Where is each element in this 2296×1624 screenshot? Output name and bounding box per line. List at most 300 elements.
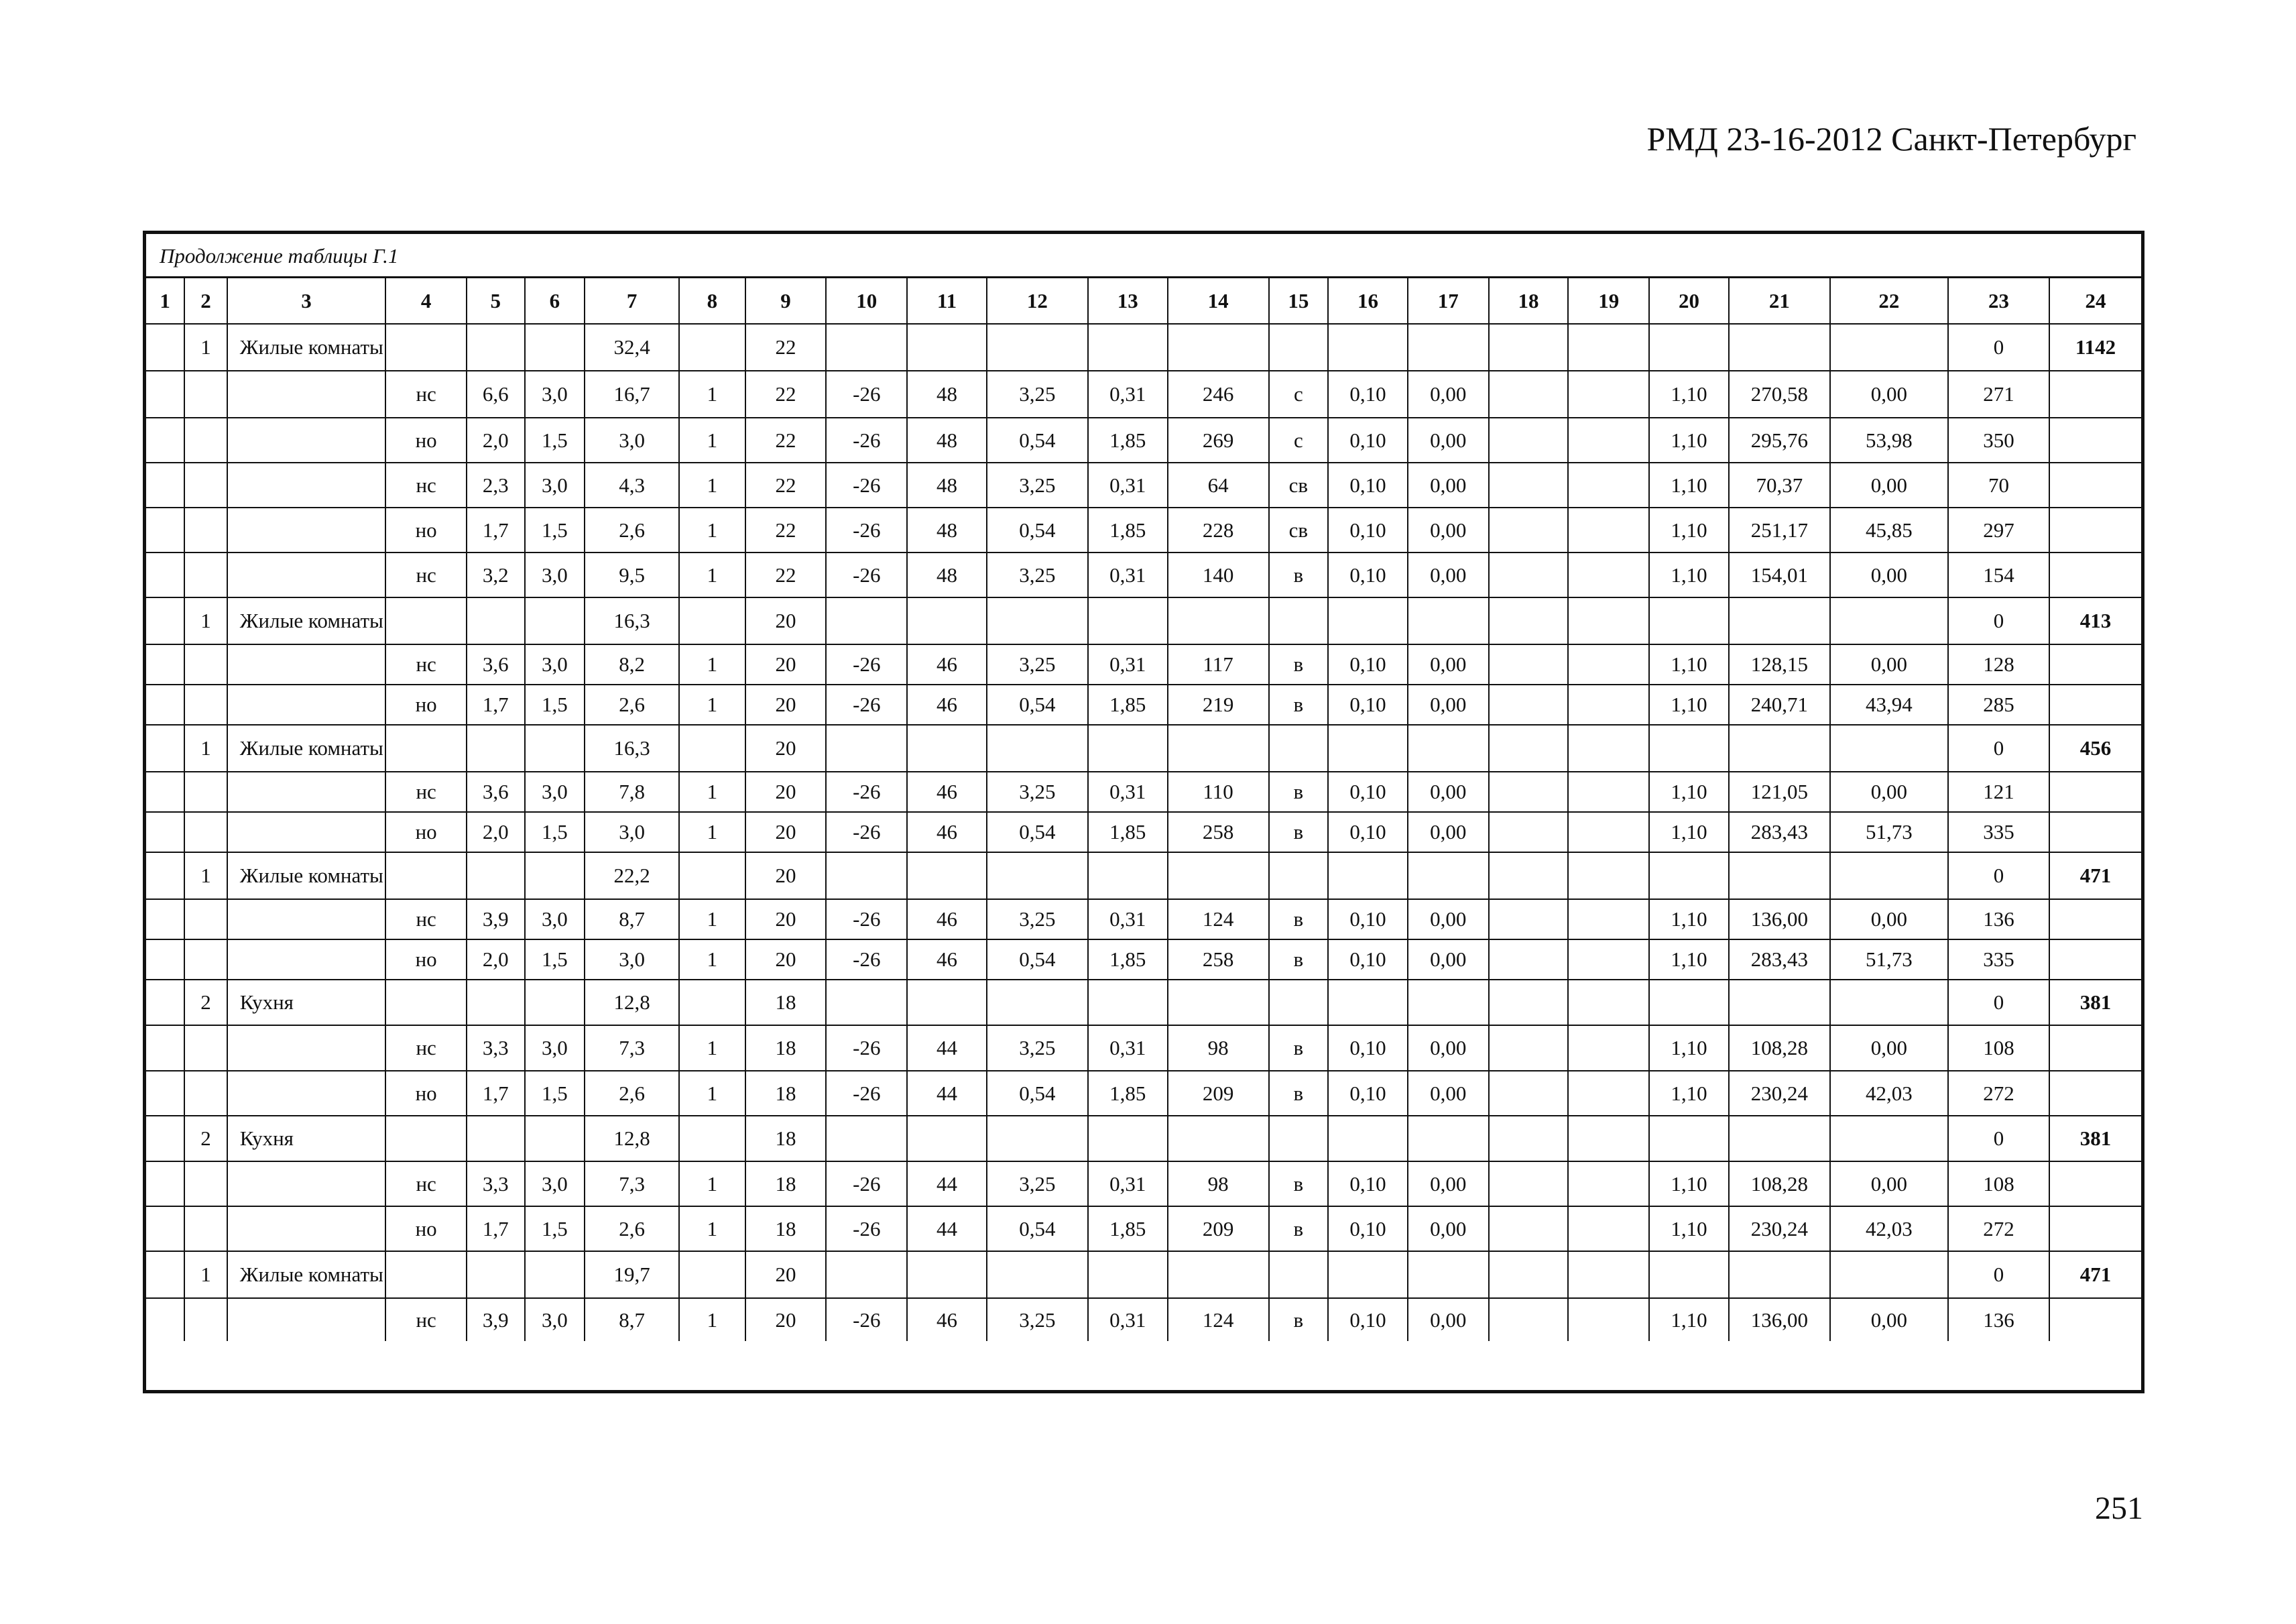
- table-cell: [1568, 463, 1649, 508]
- table-cell: 0,00: [1408, 1298, 1489, 1341]
- table-cell: 110: [1168, 772, 1269, 812]
- table-row: [146, 463, 2141, 508]
- table-cell: 1: [184, 1251, 227, 1298]
- table-cell: [2049, 899, 2141, 939]
- table-cell: [1568, 1298, 1649, 1341]
- table-cell: [146, 597, 184, 644]
- column-header: 3: [227, 278, 386, 324]
- table-cell: 22: [745, 508, 827, 553]
- table-cell: [146, 553, 184, 597]
- table-cell: 3,25: [987, 553, 1088, 597]
- table-cell: 0,00: [1408, 812, 1489, 852]
- table-cell: но: [385, 1071, 467, 1116]
- table-cell: [1168, 852, 1269, 899]
- table-cell: [679, 852, 745, 899]
- table-cell: [184, 1161, 227, 1206]
- table-cell: Жилые комнаты: [227, 852, 386, 899]
- table-cell: [1489, 812, 1569, 852]
- table-cell: 0,31: [1088, 1161, 1168, 1206]
- table-cell: [184, 812, 227, 852]
- table-cell: [227, 1206, 386, 1251]
- table-cell: 3,3: [467, 1025, 525, 1071]
- table-cell: 471: [2049, 852, 2141, 899]
- table-cell: [146, 772, 184, 812]
- table-cell: 20: [745, 685, 827, 725]
- table-cell: 46: [907, 685, 987, 725]
- table-cell: [1408, 980, 1489, 1025]
- column-header: 4: [385, 278, 467, 324]
- column-header: 20: [1649, 278, 1729, 324]
- table-cell: [987, 324, 1088, 371]
- table-cell: 18: [745, 1161, 827, 1206]
- table-cell: 3,25: [987, 1161, 1088, 1206]
- table-cell: [146, 899, 184, 939]
- table-cell: [1568, 852, 1649, 899]
- table-cell: [184, 644, 227, 685]
- table-row: [146, 418, 2141, 463]
- table-cell: 46: [907, 644, 987, 685]
- table-row: [146, 725, 2141, 772]
- table-cell: нс: [385, 463, 467, 508]
- table-cell: -26: [826, 1298, 907, 1341]
- column-header: 16: [1328, 278, 1408, 324]
- table-cell: [1489, 324, 1569, 371]
- table-cell: [1489, 1025, 1569, 1071]
- table-cell: 0,00: [1408, 463, 1489, 508]
- table-cell: [1568, 644, 1649, 685]
- table-cell: [1830, 1116, 1948, 1161]
- table-cell: 1,85: [1088, 812, 1168, 852]
- table-cell: [1489, 597, 1569, 644]
- table-cell: 51,73: [1830, 812, 1948, 852]
- table-cell: 108,28: [1729, 1025, 1830, 1071]
- table-row: [146, 1071, 2141, 1116]
- table-cell: [184, 939, 227, 980]
- table-cell: 48: [907, 463, 987, 508]
- table-cell: 272: [1948, 1071, 2049, 1116]
- table-cell: 1,10: [1649, 939, 1729, 980]
- table-cell: 16,3: [585, 725, 679, 772]
- table-cell: [1830, 1251, 1948, 1298]
- table-cell: 0,31: [1088, 1298, 1168, 1341]
- table-cell: -26: [826, 553, 907, 597]
- table-cell: [1649, 1251, 1729, 1298]
- table-cell: [1649, 1116, 1729, 1161]
- table-cell: -26: [826, 899, 907, 939]
- table-cell: 271: [1948, 371, 2049, 418]
- table-cell: [826, 725, 907, 772]
- table-cell: в: [1269, 553, 1329, 597]
- table-cell: [227, 1071, 386, 1116]
- table-cell: 2,0: [467, 418, 525, 463]
- table-cell: [987, 1251, 1088, 1298]
- table-cell: [1568, 1161, 1649, 1206]
- table-cell: 154,01: [1729, 553, 1830, 597]
- table-cell: [907, 725, 987, 772]
- table-cell: 3,0: [525, 1025, 585, 1071]
- table-cell: [385, 725, 467, 772]
- table-cell: [1168, 324, 1269, 371]
- table-cell: 0,31: [1088, 772, 1168, 812]
- table-cell: [1489, 1298, 1569, 1341]
- table-cell: [1489, 772, 1569, 812]
- table-cell: [1489, 852, 1569, 899]
- table-cell: [1830, 980, 1948, 1025]
- table-cell: 9,5: [585, 553, 679, 597]
- table-cell: в: [1269, 1298, 1329, 1341]
- table-cell: [679, 980, 745, 1025]
- table-cell: 70: [1948, 463, 2049, 508]
- table-cell: 2,0: [467, 812, 525, 852]
- table-cell: 1,85: [1088, 939, 1168, 980]
- table-cell: [146, 939, 184, 980]
- column-header: 11: [907, 278, 987, 324]
- table-cell: 1: [184, 852, 227, 899]
- table-cell: [1568, 899, 1649, 939]
- table-row: [146, 371, 2141, 418]
- table-cell: [826, 852, 907, 899]
- table-cell: [146, 1116, 184, 1161]
- table-cell: [2049, 939, 2141, 980]
- table-cell: 269: [1168, 418, 1269, 463]
- table-cell: 1,10: [1649, 371, 1729, 418]
- table-cell: 381: [2049, 980, 2141, 1025]
- table-cell: 0: [1948, 597, 2049, 644]
- table-cell: 44: [907, 1161, 987, 1206]
- table-cell: [1568, 324, 1649, 371]
- table-cell: 18: [745, 1116, 827, 1161]
- table-cell: 228: [1168, 508, 1269, 553]
- table-cell: [1269, 725, 1329, 772]
- table-cell: 0,54: [987, 418, 1088, 463]
- table-cell: [1830, 725, 1948, 772]
- table-cell: [1489, 685, 1569, 725]
- table-cell: -26: [826, 939, 907, 980]
- table-cell: [227, 1161, 386, 1206]
- table-cell: 7,8: [585, 772, 679, 812]
- table-cell: [1729, 324, 1830, 371]
- table-cell: 251,17: [1729, 508, 1830, 553]
- table-cell: -26: [826, 812, 907, 852]
- table-cell: [184, 1025, 227, 1071]
- table-cell: 48: [907, 418, 987, 463]
- table-cell: [987, 1116, 1088, 1161]
- table-cell: в: [1269, 939, 1329, 980]
- table-cell: 0,00: [1830, 899, 1948, 939]
- table-cell: [987, 852, 1088, 899]
- table-cell: 1,10: [1649, 772, 1729, 812]
- table-cell: 3,0: [525, 1298, 585, 1341]
- table-cell: 1,85: [1088, 685, 1168, 725]
- table-cell: 0,54: [987, 1071, 1088, 1116]
- table-cell: 0,00: [1408, 899, 1489, 939]
- table-cell: 0,00: [1408, 508, 1489, 553]
- table-cell: -26: [826, 1025, 907, 1071]
- table-cell: 230,24: [1729, 1071, 1830, 1116]
- table-cell: 3,25: [987, 463, 1088, 508]
- table-cell: [907, 980, 987, 1025]
- table-cell: [146, 980, 184, 1025]
- table-cell: [907, 1251, 987, 1298]
- table-cell: [184, 1298, 227, 1341]
- table-cell: 1,10: [1649, 644, 1729, 685]
- page-number: 251: [2095, 1491, 2143, 1526]
- table-cell: 1,5: [525, 418, 585, 463]
- table-cell: 1,7: [467, 685, 525, 725]
- table-caption: Продолжение таблицы Г.1: [146, 234, 2141, 278]
- table-cell: [146, 324, 184, 371]
- table-cell: [467, 324, 525, 371]
- table-cell: 12,8: [585, 980, 679, 1025]
- table-cell: 108: [1948, 1161, 2049, 1206]
- table-cell: [2049, 1206, 2141, 1251]
- table-cell: 3,0: [585, 812, 679, 852]
- table-cell: [1489, 644, 1569, 685]
- table-cell: [227, 1025, 386, 1071]
- table-cell: 0,10: [1328, 1161, 1408, 1206]
- table-row: [146, 899, 2141, 939]
- column-header: 5: [467, 278, 525, 324]
- table-cell: 3,0: [585, 418, 679, 463]
- table-cell: 381: [2049, 1116, 2141, 1161]
- table-cell: [146, 644, 184, 685]
- table-cell: [987, 597, 1088, 644]
- column-header: 23: [1948, 278, 2049, 324]
- table-cell: [184, 418, 227, 463]
- table-cell: [184, 899, 227, 939]
- table-cell: в: [1269, 1161, 1329, 1206]
- table-cell: но: [385, 939, 467, 980]
- table-cell: [146, 1071, 184, 1116]
- table-cell: [679, 1116, 745, 1161]
- table-cell: [2049, 772, 2141, 812]
- table-cell: [1568, 418, 1649, 463]
- table-cell: 45,85: [1830, 508, 1948, 553]
- table-cell: [1568, 597, 1649, 644]
- table-cell: [1568, 371, 1649, 418]
- table-cell: [525, 1116, 585, 1161]
- table-cell: 0,54: [987, 939, 1088, 980]
- table-cell: 0,10: [1328, 685, 1408, 725]
- table-cell: 6,6: [467, 371, 525, 418]
- table-cell: 1,5: [525, 812, 585, 852]
- table-cell: 3,25: [987, 1025, 1088, 1071]
- column-header: 19: [1568, 278, 1649, 324]
- table-cell: 22: [745, 553, 827, 597]
- header-row: [146, 278, 2141, 324]
- table-cell: 3,0: [525, 463, 585, 508]
- table-cell: [1568, 1071, 1649, 1116]
- table-cell: 8,7: [585, 899, 679, 939]
- table-cell: [146, 371, 184, 418]
- table-cell: [826, 597, 907, 644]
- table-cell: в: [1269, 812, 1329, 852]
- table-row: [146, 980, 2141, 1025]
- table-cell: 7,3: [585, 1025, 679, 1071]
- table-cell: 0,10: [1328, 1071, 1408, 1116]
- table-row: [146, 1025, 2141, 1071]
- table-cell: [1328, 1251, 1408, 1298]
- table-cell: [1088, 725, 1168, 772]
- table-cell: [1568, 553, 1649, 597]
- table-cell: Кухня: [227, 1116, 386, 1161]
- table-cell: в: [1269, 685, 1329, 725]
- table-cell: 0,00: [1408, 371, 1489, 418]
- table-cell: -26: [826, 508, 907, 553]
- table-cell: [1269, 597, 1329, 644]
- table-cell: 46: [907, 939, 987, 980]
- table-cell: [1088, 1116, 1168, 1161]
- table-cell: 140: [1168, 553, 1269, 597]
- table-cell: 295,76: [1729, 418, 1830, 463]
- table-cell: 42,03: [1830, 1071, 1948, 1116]
- table-cell: 1,10: [1649, 1071, 1729, 1116]
- table-cell: [679, 324, 745, 371]
- table-cell: 1,10: [1649, 1161, 1729, 1206]
- table-cell: 471: [2049, 1251, 2141, 1298]
- table-cell: [227, 1298, 386, 1341]
- table-cell: [1568, 1206, 1649, 1251]
- table-cell: 0,10: [1328, 1298, 1408, 1341]
- table-cell: [184, 508, 227, 553]
- table-cell: 22: [745, 463, 827, 508]
- table-cell: [146, 685, 184, 725]
- table-cell: 3,25: [987, 772, 1088, 812]
- column-header: 10: [826, 278, 907, 324]
- table-cell: -26: [826, 463, 907, 508]
- table-cell: 0,10: [1328, 508, 1408, 553]
- table-cell: 1,10: [1649, 899, 1729, 939]
- document-header: РМД 23-16-2012 Санкт-Петербург: [1646, 120, 2136, 158]
- table-cell: 0,10: [1328, 463, 1408, 508]
- column-header: 14: [1168, 278, 1269, 324]
- table-cell: [227, 508, 386, 553]
- table-cell: 0,00: [1830, 1161, 1948, 1206]
- table-cell: 1142: [2049, 324, 2141, 371]
- table-cell: [385, 1116, 467, 1161]
- table-cell: 0,31: [1088, 371, 1168, 418]
- table-cell: 0,00: [1408, 553, 1489, 597]
- table-cell: 335: [1948, 939, 2049, 980]
- table-cell: 1: [679, 463, 745, 508]
- table-cell: 117: [1168, 644, 1269, 685]
- table-cell: 1: [184, 324, 227, 371]
- table-cell: 2,6: [585, 1071, 679, 1116]
- table-cell: -26: [826, 418, 907, 463]
- table-cell: 283,43: [1729, 939, 1830, 980]
- table-cell: [1568, 939, 1649, 980]
- table-cell: 1,85: [1088, 1206, 1168, 1251]
- table-cell: [146, 1206, 184, 1251]
- table-cell: 20: [745, 852, 827, 899]
- table-cell: 1: [679, 1206, 745, 1251]
- table-cell: [1729, 597, 1830, 644]
- table-cell: нс: [385, 899, 467, 939]
- table-cell: [525, 980, 585, 1025]
- table-cell: 3,0: [585, 939, 679, 980]
- table-cell: 0,10: [1328, 553, 1408, 597]
- table-cell: 22: [745, 324, 827, 371]
- table-cell: [385, 1251, 467, 1298]
- table-cell: 22,2: [585, 852, 679, 899]
- table-cell: 0,00: [1830, 463, 1948, 508]
- table-cell: -26: [826, 1161, 907, 1206]
- table-cell: 1,7: [467, 1071, 525, 1116]
- table-cell: 3,25: [987, 899, 1088, 939]
- table-cell: [1328, 597, 1408, 644]
- table-cell: 1,85: [1088, 1071, 1168, 1116]
- table-cell: [1408, 1116, 1489, 1161]
- table-cell: 0,10: [1328, 939, 1408, 980]
- table-cell: в: [1269, 1206, 1329, 1251]
- table-cell: [2049, 508, 2141, 553]
- table-cell: Жилые комнаты: [227, 597, 386, 644]
- table-cell: св: [1269, 463, 1329, 508]
- table-cell: нс: [385, 1025, 467, 1071]
- table-cell: 0: [1948, 725, 2049, 772]
- table-cell: [1088, 852, 1168, 899]
- table-cell: 0: [1948, 980, 2049, 1025]
- table-cell: [467, 1116, 525, 1161]
- column-header: 9: [745, 278, 827, 324]
- table-cell: [184, 553, 227, 597]
- table-cell: 44: [907, 1071, 987, 1116]
- table-cell: [1729, 1251, 1830, 1298]
- table-cell: 46: [907, 772, 987, 812]
- table-cell: в: [1269, 899, 1329, 939]
- table-cell: [1489, 1161, 1569, 1206]
- table-cell: 0: [1948, 324, 2049, 371]
- table-cell: 0,10: [1328, 1206, 1408, 1251]
- table-cell: 108: [1948, 1025, 2049, 1071]
- table-row: [146, 553, 2141, 597]
- table-cell: [1649, 852, 1729, 899]
- table-cell: 0,00: [1408, 1161, 1489, 1206]
- table-cell: 98: [1168, 1025, 1269, 1071]
- table-cell: [1489, 463, 1569, 508]
- table-cell: 43,94: [1830, 685, 1948, 725]
- table-cell: 1,85: [1088, 508, 1168, 553]
- table-cell: 0,31: [1088, 553, 1168, 597]
- table-cell: 1: [679, 772, 745, 812]
- table-cell: 42,03: [1830, 1206, 1948, 1251]
- table-cell: -26: [826, 685, 907, 725]
- table-cell: Жилые комнаты: [227, 1251, 386, 1298]
- table-cell: 0,00: [1408, 1025, 1489, 1071]
- table-row: [146, 597, 2141, 644]
- table-cell: [1830, 597, 1948, 644]
- table-row: [146, 772, 2141, 812]
- table-cell: [1328, 1116, 1408, 1161]
- table-cell: 22: [745, 371, 827, 418]
- table-cell: [184, 463, 227, 508]
- table-cell: но: [385, 1206, 467, 1251]
- table-cell: 3,6: [467, 772, 525, 812]
- table-cell: [907, 1116, 987, 1161]
- table-cell: [146, 1251, 184, 1298]
- table-cell: 0,10: [1328, 899, 1408, 939]
- table-cell: 16,3: [585, 597, 679, 644]
- table-cell: [146, 463, 184, 508]
- table-cell: [2049, 371, 2141, 418]
- table-cell: в: [1269, 644, 1329, 685]
- table-cell: 0,31: [1088, 644, 1168, 685]
- table-cell: [1408, 1251, 1489, 1298]
- table-cell: 121: [1948, 772, 2049, 812]
- table-cell: с: [1269, 418, 1329, 463]
- table-cell: 3,25: [987, 371, 1088, 418]
- table-cell: 1: [184, 597, 227, 644]
